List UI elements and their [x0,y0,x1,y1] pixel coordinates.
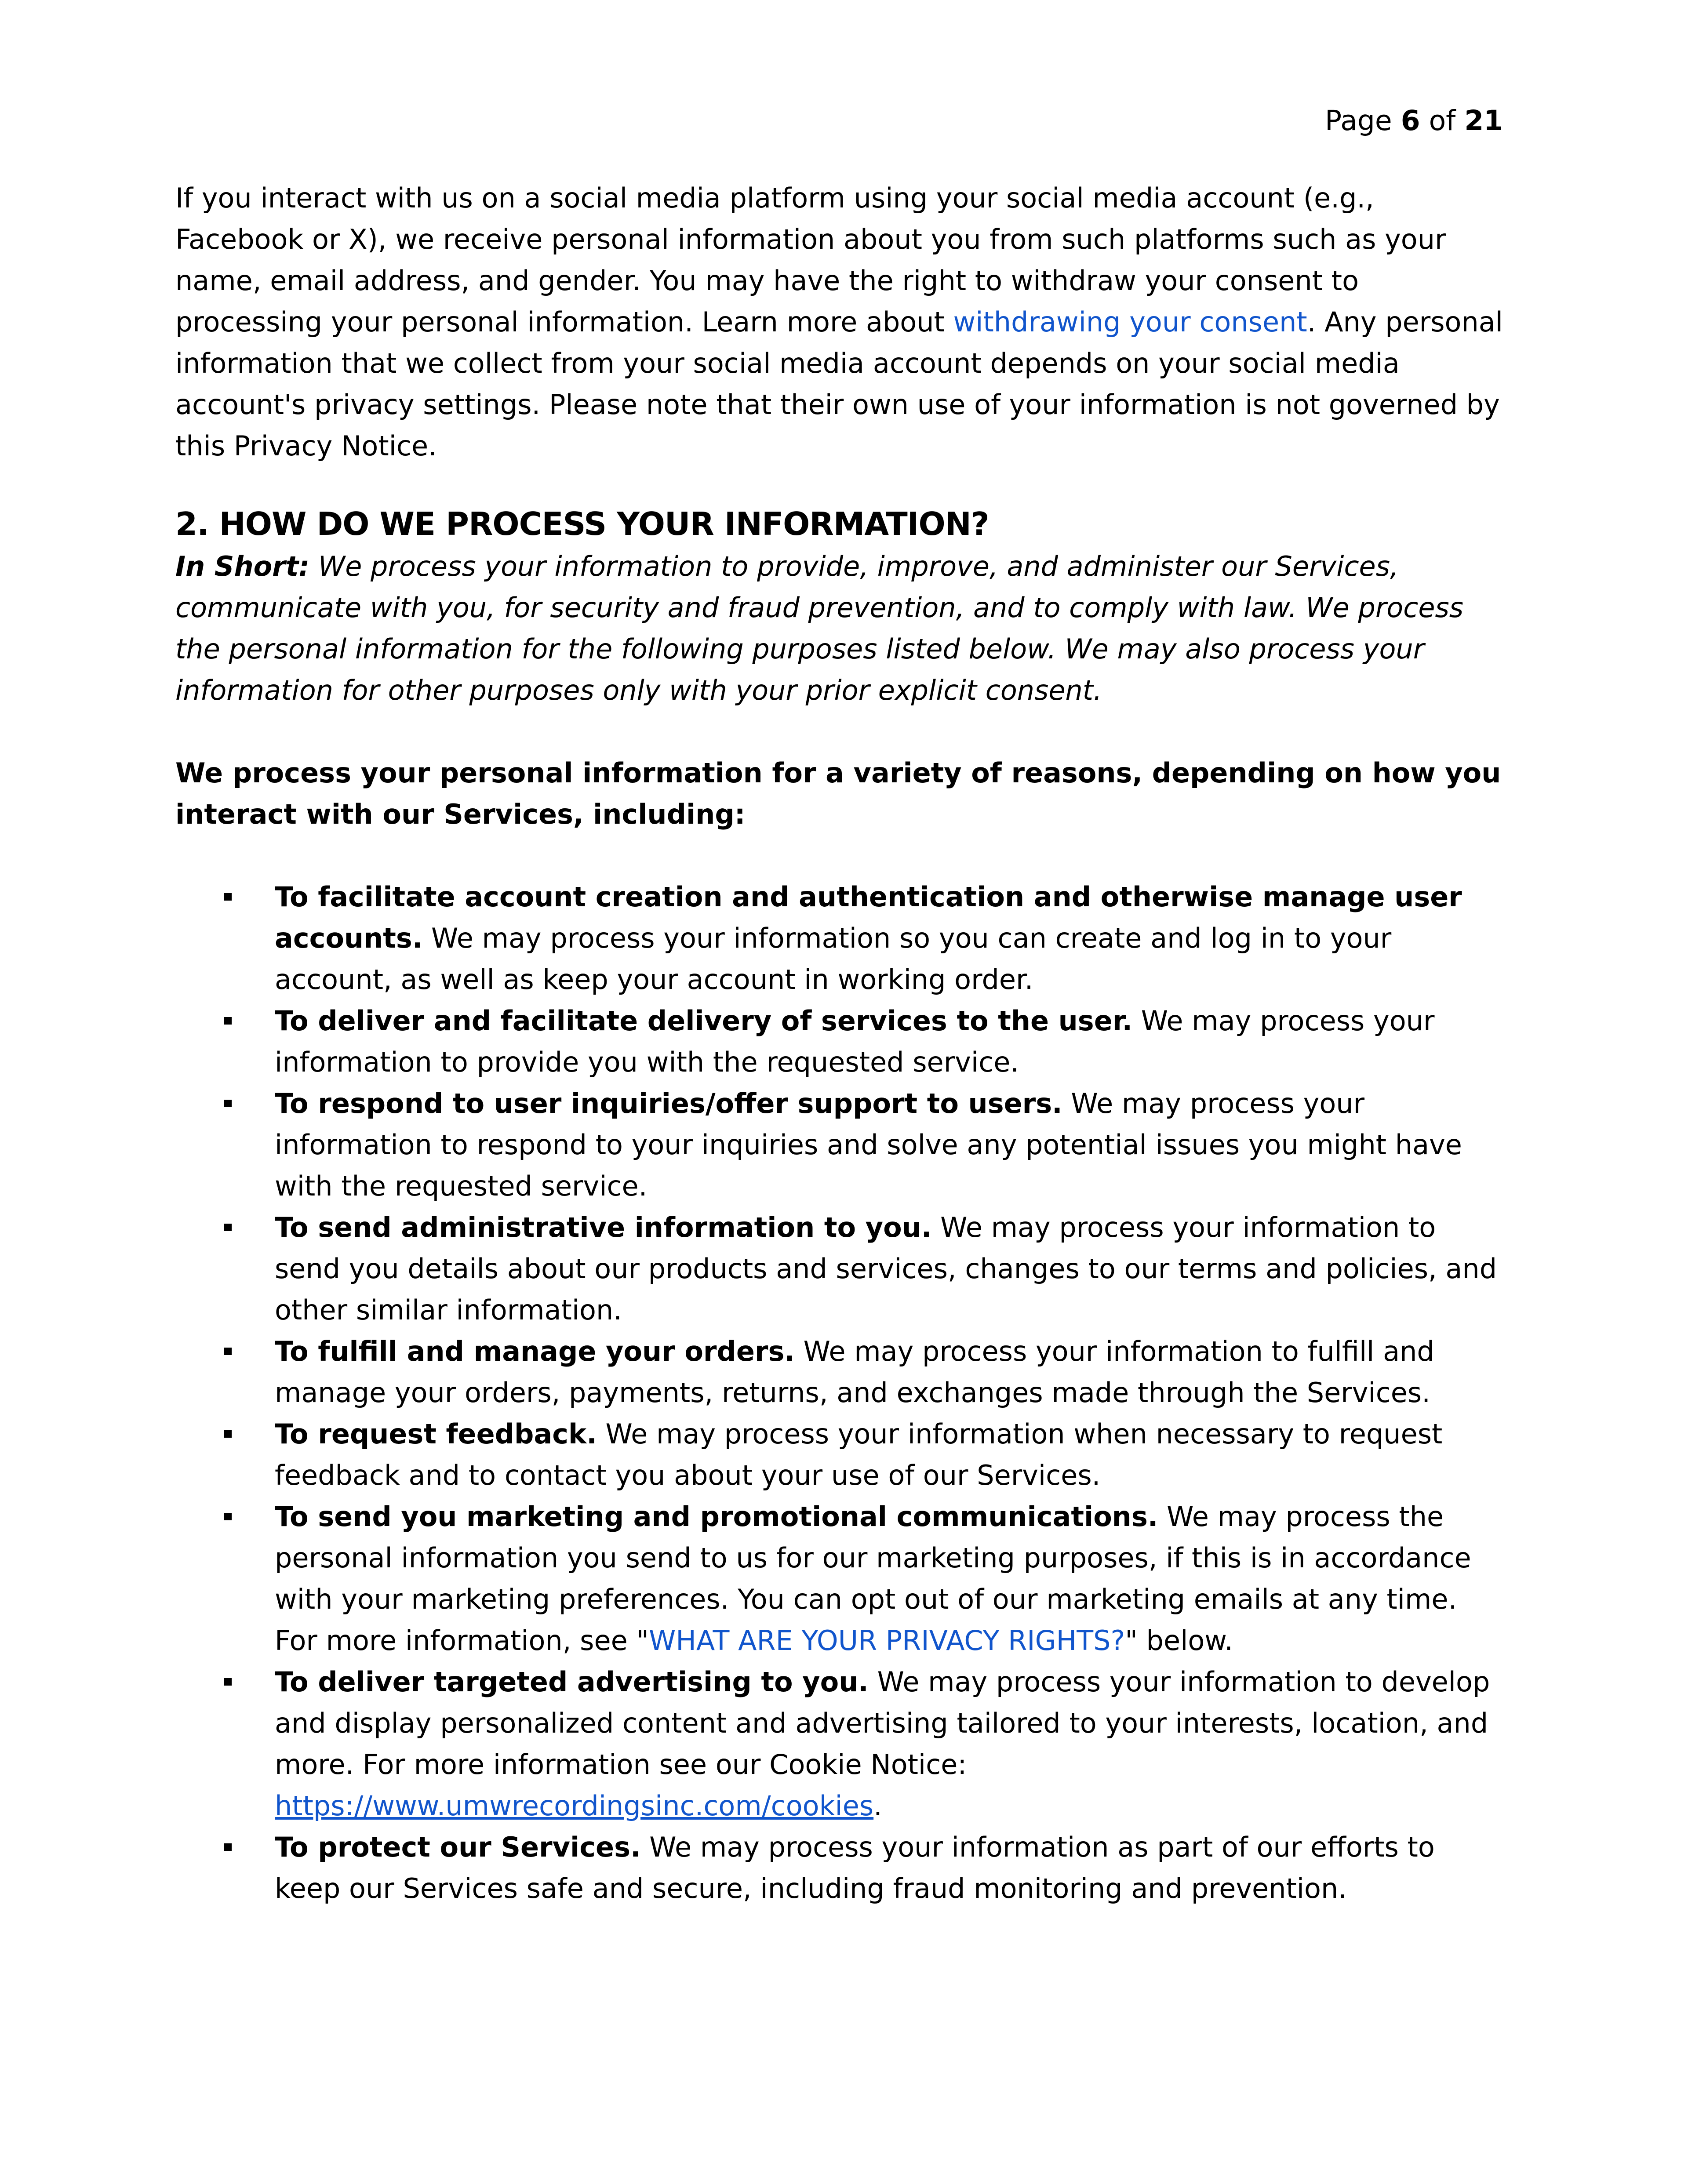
purpose-item [275,1496,1503,1661]
purpose-title: To deliver and facilitate delivery of services to the user. [275,1005,1133,1037]
purpose-text-after-link: " below. [1125,1624,1233,1657]
purpose-title: To protect our Services. [275,1831,641,1863]
square-bullet-icon [224,1430,232,1438]
purpose-text: We may process your information as part of our efforts to keep our Services safe and secure, including fraud monitoring and prevention. [275,1831,1435,1904]
purpose-title: To deliver targeted advertising to you. [275,1666,869,1698]
square-bullet-icon [224,1100,232,1107]
purpose-item [275,876,1503,1000]
cookie-notice-link[interactable]: https://www.umwrecordingsinc.com/cookies [275,1790,874,1822]
purpose-item [275,1827,1503,1909]
page-prefix: Page [1325,105,1392,137]
purpose-text: We may process your information to provide you with the requested service. [275,1005,1435,1078]
purpose-title: To fulfill and manage your orders. [275,1335,795,1367]
section-heading: 2. HOW DO WE PROCESS YOUR INFORMATION? [175,505,989,542]
square-bullet-icon [224,1017,232,1025]
purpose-item [275,1000,1503,1083]
purpose-item [275,1331,1503,1414]
purpose-text: We may process your information to fulfill and manage your orders, payments, returns, and exchanges made through the Services. [275,1335,1434,1409]
square-bullet-icon [224,1513,232,1520]
square-bullet-icon [224,1224,232,1231]
in-short-label: In Short: [175,550,310,582]
intro-paragraph [175,178,1503,467]
withdraw-consent-link[interactable]: withdrawing your consent [953,306,1307,338]
square-bullet-icon [224,1348,232,1355]
purpose-text: We may process the personal information you send to us for our marketing purposes, if this is in accordance with your marketing preferences. You can opt out of our marketing emails at any time. For more information, see " [275,1501,1471,1657]
purpose-text-after-link: . [873,1790,882,1822]
in-short-paragraph [175,546,1503,711]
document-body [175,178,1503,1909]
square-bullet-icon [224,1843,232,1851]
purposes-lead: We process your personal information for a variety of reasons, depending on how you interact with our Services, including: [175,757,1501,830]
purpose-title: To send you marketing and promotional communications. [275,1501,1158,1533]
purpose-text: We may process your information to send you details about our products and services, changes to our terms and policies, and other similar information. [275,1211,1497,1326]
page-current: 6 [1401,105,1420,137]
purpose-text: We may process your information to develop and display personalized content and advertising tailored to your interests, location, and more. For more information see our Cookie Notice: [275,1666,1490,1781]
purpose-text: We may process your information when necessary to request feedback and to contact you about your use of our Services. [275,1418,1443,1491]
purpose-title: To respond to user inquiries/offer support to users. [275,1087,1062,1119]
purpose-item [275,1661,1503,1827]
purpose-item [275,1414,1503,1496]
purpose-title: To send administrative information to you. [275,1211,932,1243]
purpose-item [275,1083,1503,1207]
in-short-text: We process your information to provide, improve, and administer our Services, communicate with you, for security and fraud prevention, and to comply with law. We process the personal information for the following purposes listed below. We may also process your information for other purposes only with your prior explicit consent. [175,550,1464,706]
purpose-title: To facilitate account creation and authentication and otherwise manage user accounts. [275,881,1462,954]
purpose-text: We may process your information to respond to your inquiries and solve any potential issues you might have with the requested service. [275,1087,1462,1202]
purpose-title: To request feedback. [275,1418,597,1450]
intro-text-after-link: . Any personal information that we collect from your social media account depends on your social media account's privacy settings. Please note that their own use of your information is not governed by this Privacy Notice. [175,306,1503,462]
page-total: 21 [1464,105,1503,137]
page-of: of [1429,105,1456,137]
purposes-list [175,876,1503,1909]
privacy-rights-link[interactable]: WHAT ARE YOUR PRIVACY RIGHTS? [648,1624,1125,1657]
page-number [1325,100,1503,142]
purpose-item [275,1207,1503,1331]
square-bullet-icon [224,1678,232,1686]
purpose-text: We may process your information so you can create and log in to your account, as well as keep your account in working order. [275,922,1392,996]
square-bullet-icon [224,893,232,901]
intro-text-before-link: If you interact with us on a social media platform using your social media account (e.g., Facebook or X), we receive personal information about you from such platforms such as your name, email address, and gender. You may have the right to withdraw your consent to processing your personal information. Learn more about [175,182,1446,338]
